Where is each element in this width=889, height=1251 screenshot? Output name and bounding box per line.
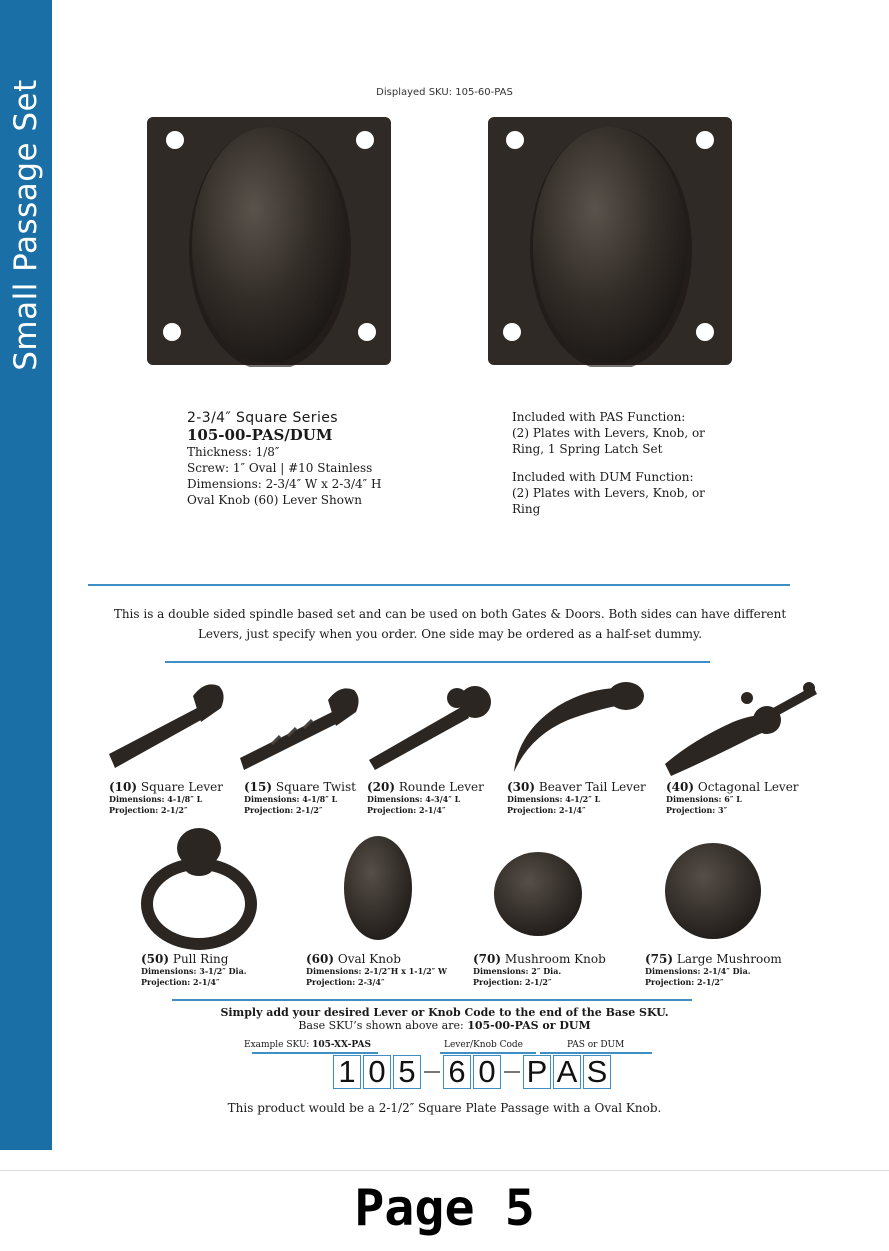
sku-function-box: P xyxy=(523,1055,551,1089)
lever-projection: Projection: 2-1/4″ xyxy=(507,805,586,815)
knob-code: (50) xyxy=(141,952,170,966)
page-number: Page 5 xyxy=(0,1170,889,1251)
lever-code-label: Lever/Knob Code xyxy=(444,1040,524,1050)
lever-name: Octagonal Lever xyxy=(694,780,799,794)
knob-caption-60 xyxy=(306,952,447,988)
knob-name: Large Mushroom xyxy=(673,952,782,966)
knob-name: Oval Knob xyxy=(334,952,401,966)
sidebar-title: Small Passage Set xyxy=(8,79,44,371)
instruction-prefix: Base SKU’s shown above are: xyxy=(298,1019,468,1032)
pas-text: (2) Plates with Levers, Knob, or Ring, 1 Spring Latch Set xyxy=(512,426,705,456)
function-label: PAS or DUM xyxy=(567,1040,625,1050)
knob-projection: Projection: 2-3/4″ xyxy=(306,977,385,987)
product-info xyxy=(187,410,381,508)
displayed-sku: Displayed SKU: 105-60-PAS xyxy=(376,87,513,98)
base-sku-text: 105-00-PAS or DUM xyxy=(467,1019,591,1032)
lever-name: Rounde Lever xyxy=(395,780,484,794)
description xyxy=(95,604,805,644)
sku-digit-box: 5 xyxy=(393,1055,421,1089)
lever-dimensions: Dimensions: 4-3/4″ L xyxy=(367,794,461,804)
rounde-lever-image xyxy=(365,680,497,772)
knob-dimensions: Dimensions: 3-1/2″ Dia. xyxy=(141,966,247,976)
spec-thickness: Thickness: 1/8″ xyxy=(187,445,280,459)
lever-projection: Projection: 2-1/2″ xyxy=(109,805,188,815)
description-line-2: Levers, just specify when you order. One side may be ordered as a half-set dummy. xyxy=(197,627,703,641)
example-value: 105-XX-PAS xyxy=(312,1040,371,1050)
sku-function-box: S xyxy=(583,1055,611,1089)
lever-code: (20) xyxy=(367,780,396,794)
lever-caption-20 xyxy=(367,780,484,816)
instruction-line-2 xyxy=(0,1019,889,1032)
sku-function-box: A xyxy=(553,1055,581,1089)
sidebar-band xyxy=(0,0,52,1150)
lever-dimensions: Dimensions: 6″ L xyxy=(666,794,742,804)
large-mushroom-image xyxy=(663,841,763,941)
lever-projection: Projection: 2-1/4″ xyxy=(367,805,446,815)
lever-code: (30) xyxy=(507,780,536,794)
lever-dimensions: Dimensions: 4-1/8″ L xyxy=(109,794,203,804)
knob-caption-50 xyxy=(141,952,247,988)
example-label: Example SKU: xyxy=(244,1040,313,1050)
lever-name: Square Twist xyxy=(272,780,356,794)
mushroom-knob-image xyxy=(492,849,584,939)
lever-caption-15 xyxy=(244,780,356,816)
lever-code: (40) xyxy=(666,780,695,794)
sku-code-box: 6 xyxy=(443,1055,471,1089)
dum-heading: Included with DUM Function: xyxy=(512,470,694,484)
plate-image-left xyxy=(145,115,393,367)
lever-dimensions: Dimensions: 4-1/8″ L xyxy=(244,794,338,804)
divider xyxy=(172,999,692,1001)
description-line-1: This is a double sided spindle based set and can be used on both Gates & Doors. Both sides can have different xyxy=(113,607,787,621)
divider xyxy=(88,584,790,586)
sku-dash xyxy=(424,1071,440,1073)
knob-projection: Projection: 2-1/2″ xyxy=(473,977,552,987)
sku-digit-box: 1 xyxy=(333,1055,361,1089)
lever-projection: Projection: 2-1/2″ xyxy=(244,805,323,815)
spec-screw: Screw: 1″ Oval | #10 Stainless xyxy=(187,461,373,475)
knob-caption-75 xyxy=(645,952,782,988)
octagonal-lever-image xyxy=(663,678,819,778)
spec-dimensions: Dimensions: 2-3/4″ W x 2-3/4″ H xyxy=(187,477,382,491)
lever-caption-30 xyxy=(507,780,646,816)
oval-knob-image xyxy=(341,833,415,943)
sku-digit-box: 0 xyxy=(363,1055,391,1089)
square-twist-image xyxy=(236,680,364,772)
lever-projection: Projection: 3″ xyxy=(666,805,728,815)
instruction-line-1: Simply add your desired Lever or Knob Code to the end of the Base SKU. xyxy=(220,1006,669,1019)
knob-projection: Projection: 2-1/2″ xyxy=(645,977,724,987)
series-title: 2-3/4″ Square Series xyxy=(187,410,338,426)
sku-code-box: 0 xyxy=(473,1055,501,1089)
example-sku-label xyxy=(244,1040,371,1050)
conclusion-text: This product would be a 2-1/2″ Square Plate Passage with a Oval Knob. xyxy=(227,1101,662,1115)
knob-code: (60) xyxy=(306,952,335,966)
lever-caption-10 xyxy=(109,780,223,816)
lever-name: Beaver Tail Lever xyxy=(535,780,646,794)
spec-shown: Oval Knob (60) Lever Shown xyxy=(187,493,362,507)
lever-caption-40 xyxy=(666,780,799,816)
knob-dimensions: Dimensions: 2-1/2″H x 1-1/2″ W xyxy=(306,966,447,976)
lever-code: (10) xyxy=(109,780,138,794)
pas-heading: Included with PAS Function: xyxy=(512,410,686,424)
divider xyxy=(165,661,710,663)
knob-name: Mushroom Knob xyxy=(501,952,606,966)
pull-ring-image xyxy=(138,824,260,950)
knob-code: (70) xyxy=(473,952,502,966)
square-lever-image xyxy=(105,678,227,770)
knob-dimensions: Dimensions: 2-1/4″ Dia. xyxy=(645,966,751,976)
lever-name: Square Lever xyxy=(137,780,224,794)
sku-dash xyxy=(504,1071,520,1073)
knob-projection: Projection: 2-1/4″ xyxy=(141,977,220,987)
knob-caption-70 xyxy=(473,952,606,988)
sku-builder xyxy=(333,1054,613,1090)
beaver-tail-lever-image xyxy=(508,680,646,774)
plate-image-right xyxy=(486,115,734,367)
knob-code: (75) xyxy=(645,952,674,966)
included-info xyxy=(512,409,732,529)
knob-name: Pull Ring xyxy=(169,952,229,966)
lever-code: (15) xyxy=(244,780,273,794)
lever-dimensions: Dimensions: 4-1/2″ L xyxy=(507,794,601,804)
knob-dimensions: Dimensions: 2″ Dia. xyxy=(473,966,562,976)
dum-text: (2) Plates with Levers, Knob, or Ring xyxy=(512,486,705,516)
product-sku: 105-00-PAS/DUM xyxy=(187,426,333,444)
